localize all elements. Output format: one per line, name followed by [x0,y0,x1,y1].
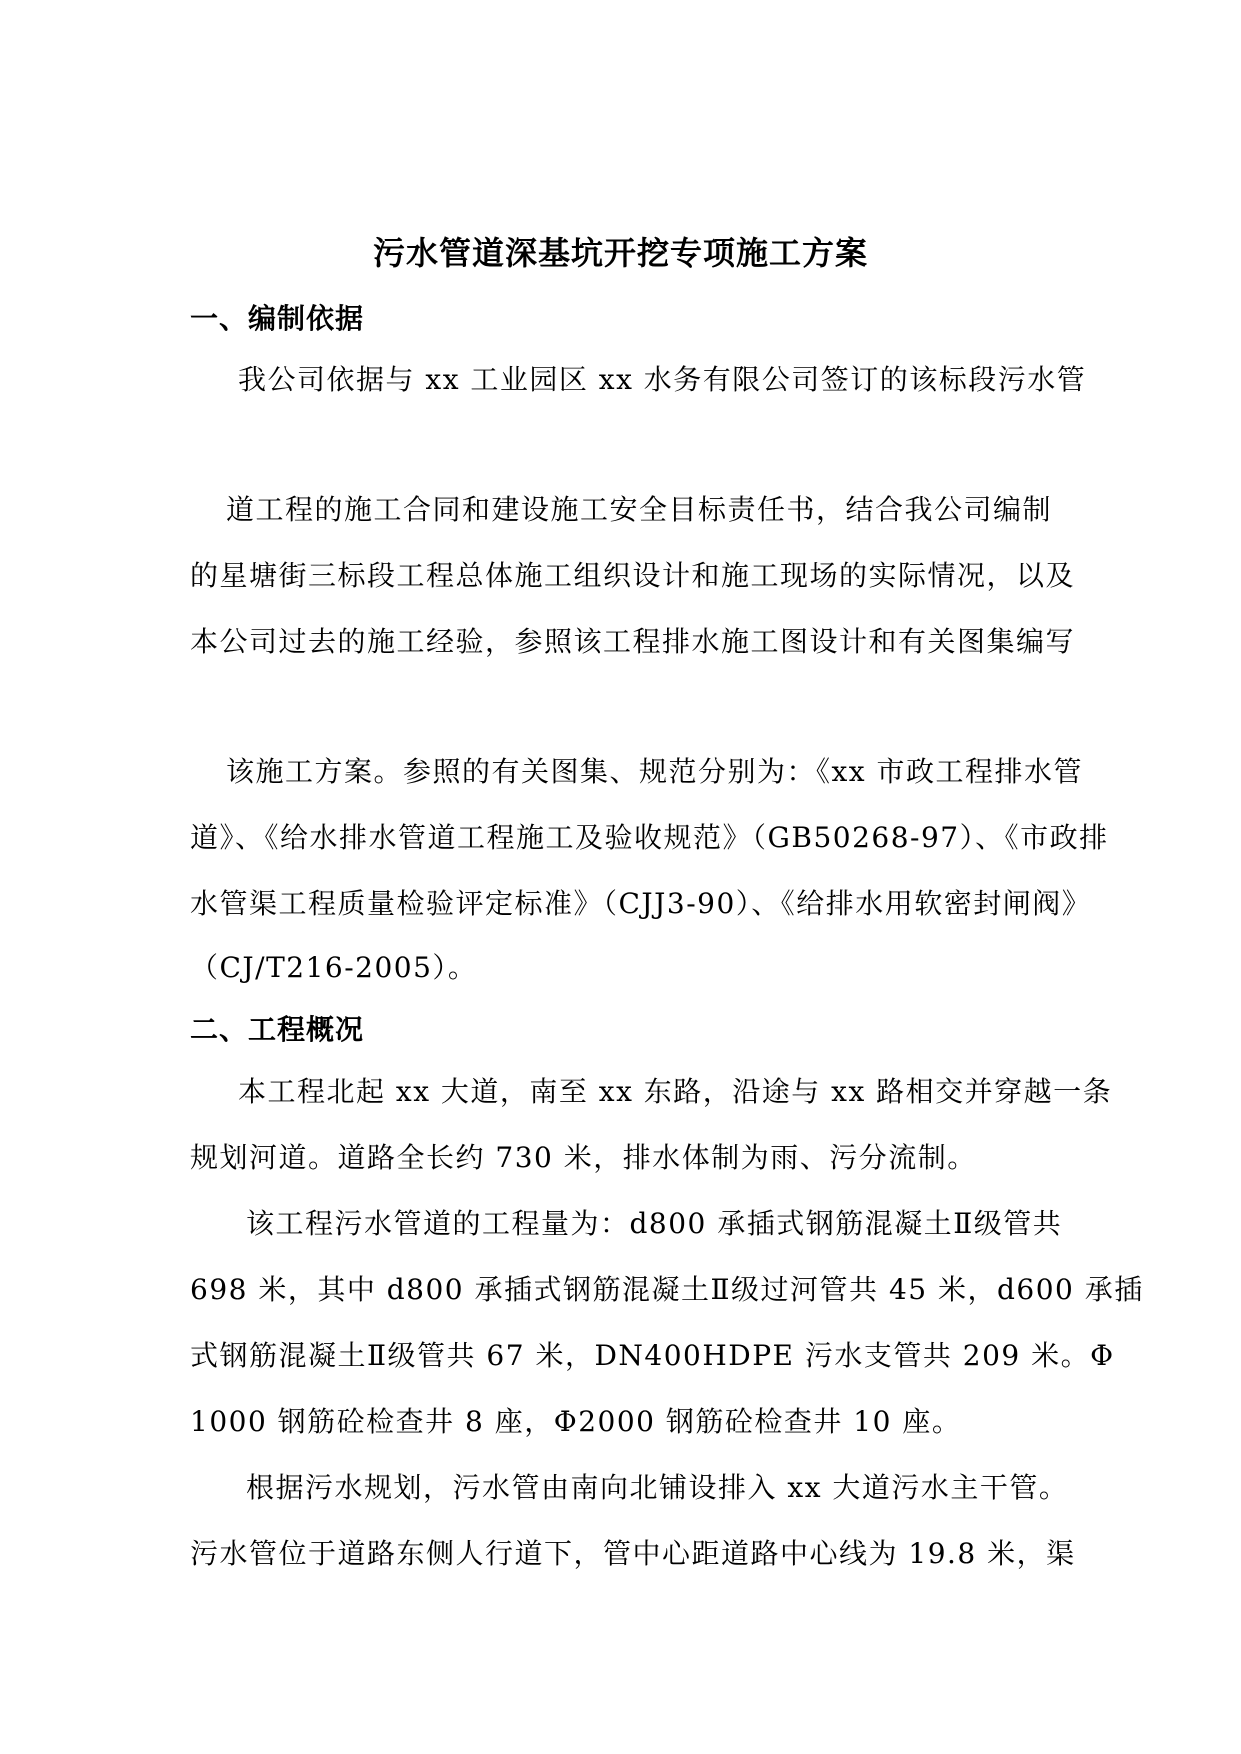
paragraph-line: 本公司过去的施工经验，参照该工程排水施工图设计和有关图集编写 [190,625,1076,658]
paragraph-line: 该施工方案。参照的有关图集、规范分别为：《xx 市政工程排水管 [226,755,1083,788]
paragraph-line: 根据污水规划，污水管由南向北铺设排入 xx 大道污水主干管。 [246,1471,1069,1504]
paragraph-line: 我公司依据与 xx 工业园区 xx 水务有限公司签订的该标段污水管 [238,363,1087,396]
paragraph-line: 的星塘街三标段工程总体施工组织设计和施工现场的实际情况，以及 [190,559,1076,592]
section-heading-overview: 二、工程概况 [190,1013,365,1046]
section-heading-basis: 一、编制依据 [190,302,365,335]
paragraph-line: 式钢筋混凝土Ⅱ级管共 67 米，DN400HDPE 污水支管共 209 米。Φ [190,1339,1115,1372]
paragraph-line: 1000 钢筋砼检查井 8 座，Φ2000 钢筋砼检查井 10 座。 [190,1405,962,1438]
paragraph-line: 道》、《给水排水管道工程施工及验收规范》（GB50268-97）、《市政排 [190,821,1109,854]
document-title: 污水管道深基坑开挖专项施工方案 [372,234,868,272]
paragraph-line: 污水管位于道路东侧人行道下，管中心距道路中心线为 19.8 米，渠 [190,1537,1076,1570]
paragraph-line: 规划河道。道路全长约 730 米，排水体制为雨、污分流制。 [190,1141,977,1174]
paragraph-line: 水管渠工程质量检验评定标准》（CJJ3-90）、《给排水用软密封闸阀》 [190,887,1092,920]
paragraph-line: 该工程污水管道的工程量为：d800 承插式钢筋混凝土Ⅱ级管共 [246,1207,1063,1240]
paragraph-line: 本工程北起 xx 大道，南至 xx 东路，沿途与 xx 路相交并穿越一条 [238,1075,1113,1108]
paragraph-line: （CJ/T216-2005）。 [190,951,478,984]
paragraph-line: 698 米，其中 d800 承插式钢筋混凝土Ⅱ级过河管共 45 米，d600 承插 [190,1273,1144,1306]
paragraph-line: 道工程的施工合同和建设施工安全目标责任书，结合我公司编制 [226,493,1053,526]
